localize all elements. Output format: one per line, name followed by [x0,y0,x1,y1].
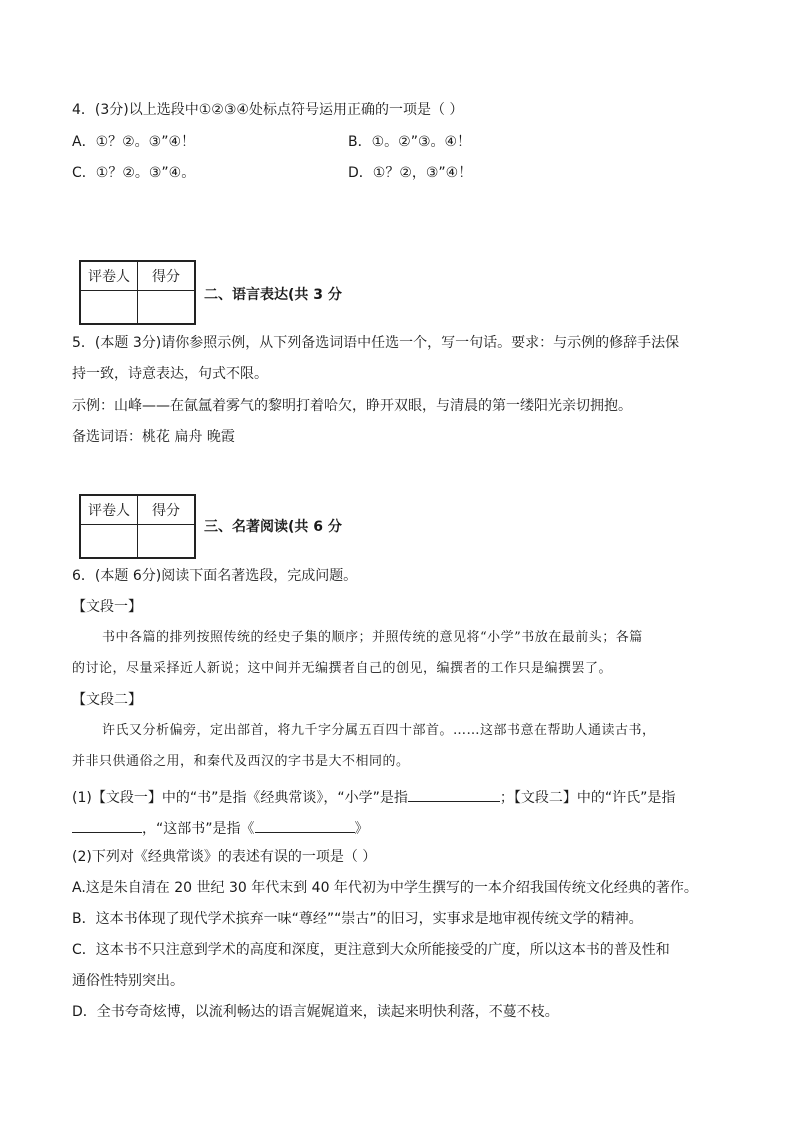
q6-sub1-blank-book[interactable] [255,816,355,833]
q6-sub1-blank-xiaoxue[interactable] [408,785,500,802]
q5-stem-line2: 持一致，诗意表达，句式不限。 [72,366,268,382]
score-table-score-cell[interactable] [138,291,196,325]
section3-title: 三、名著阅读(共 6 分 [204,519,342,535]
q4-option-b: B．①。②”③。④！ [348,134,472,150]
score-table-grader-header: 评卷人 [80,495,138,525]
score-table-grader-header: 评卷人 [80,261,138,291]
q4-stem: 4．(3分)以上选段中①②③④处标点符号运用正确的一项是（ ） [72,102,464,118]
q6-para1-line2: 的讨论，尽量采择近人新说；这中间并无编撰者自己的创见，编撰者的工作只是编撰罢了。 [72,661,613,676]
score-table-grader-cell[interactable] [80,525,138,559]
q6-sub2-option-b: B．这本书体现了现代学术摈弃一味“尊经”“崇古”的旧习，实事求是地审视传统文学的精神。 [72,911,643,927]
score-table-score-header: 得分 [138,261,196,291]
q6-sub1-text-b: ；【文段二】中的“许氏”是指 [499,790,676,806]
score-table-grader-cell[interactable] [80,291,138,325]
q4-option-a: A．①？②。③”④！ [72,134,196,150]
q6-sub1-text-d: 》 [354,821,369,837]
score-table-score-header: 得分 [138,495,196,525]
q6-stem: 6．(本题 6分)阅读下面名著选段，完成问题。 [72,568,358,584]
q6-sub1-blank-xushi[interactable] [72,816,142,833]
section2-title: 二、语言表达(共 3 分 [204,287,342,303]
q4-option-c: C．①？②。③”④。 [72,165,196,181]
q6-para1-line1: 书中各篇的排列按照传统的经史子集的顺序；并照传统的意见将“小学”书放在最前头；各篇 [102,630,643,645]
q6-sub2-option-a: A.这是朱自清在 20 世纪 30 年代末到 40 年代初为中学生撰写的一本介绍我国传统文化经典的著作。 [72,880,698,896]
q6-sub2-stem: (2)下列对《经典常谈》的表述有误的一项是（ ） [72,849,377,865]
q6-sub1-line2 [72,816,369,839]
q6-sub1-text-a: (1)【文段一】中的“书”是指《经典常谈》，“小学”是指 [72,790,408,806]
score-table-section3 [79,494,196,559]
q6-para2-line1: 许氏又分析偏旁，定出部首，将九千字分属五百四十部首。……这部书意在帮助人通读古书， [102,723,656,738]
score-table-score-cell[interactable] [138,525,196,559]
q5-stem-line1: 5．(本题 3分)请你参照示例，从下列备选词语中任选一个，写一句话。要求：与示例的修辞手法保 [72,335,680,351]
q6-sub1-line1 [72,785,675,808]
score-table-section2 [79,260,196,325]
q6-sub2-option-c-line1: C．这本书不只注意到学术的高度和深度，更注意到大众所能接受的广度，所以这本书的普及性和 [72,942,670,958]
q4-option-d: D．①？②，③”④！ [348,165,473,181]
q6-para2-title: 【文段二】 [72,692,142,708]
q6-para2-line2: 并非只供通俗之用，和秦代及西汉的字书是大不相同的。 [72,754,410,769]
q6-para1-title: 【文段一】 [72,599,142,615]
q6-sub2-option-c-line2: 通俗性特别突出。 [72,973,184,989]
q6-sub1-text-c: ，“这部书”是指《 [142,821,255,837]
q5-example: 示例：山峰——在氤氲着雾气的黎明打着哈欠，睁开双眼，与清晨的第一缕阳光亲切拥抱。 [72,398,632,414]
q6-sub2-option-d: D．全书夸奇炫博，以流利畅达的语言娓娓道来，读起来明快利落，不蔓不枝。 [72,1004,559,1020]
q5-options: 备选词语：桃花 扁舟 晚霞 [72,429,235,445]
